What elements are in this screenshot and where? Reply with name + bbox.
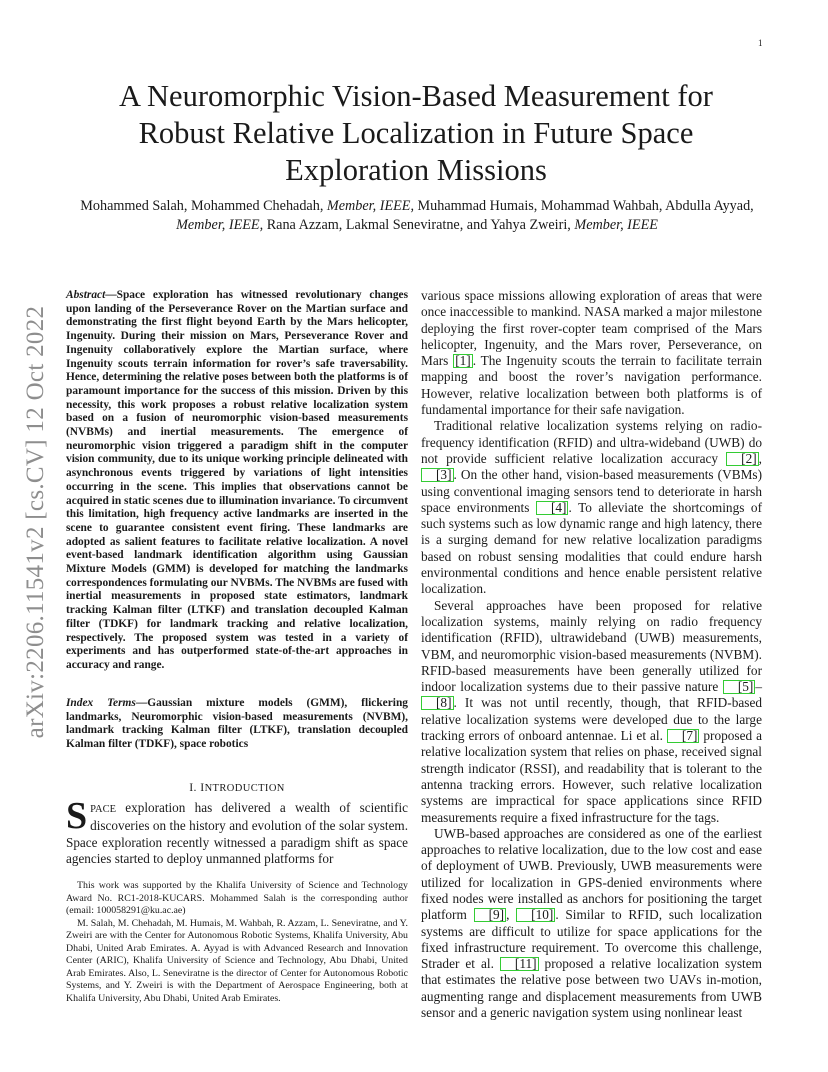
- author-role: Member, IEEE: [574, 217, 658, 233]
- title-line: A Neuromorphic Vision-Based Measurement for: [119, 79, 713, 113]
- paper-title: [60, 78, 772, 189]
- footnote-affiliations: M. Salah, M. Chehadah, M. Humais, M. Wahbah, R. Azzam, L. Seneviratne, and Y. Zweiri are with the Center for Autonomous Robotic Systems, Khalifa University, Abu Dhabi, United Arab Emirates. A. Ayyad is with Advanced Research and Innovation Center (ARIC), Khalifa University of Science and Technology, Abu Dhabi, United Arab Emirates. Also, L. Seneviratne is the director of Center for Autonomous Robotic Systems, and Y. Zweiri is with the Department of Aerospace Engineering, both at Khalifa University, Abu Dhabi, United Arab Emirates.: [66, 917, 408, 1004]
- intro-text: exploration has delivered a wealth of scientific discoveries on the history and evolution of the solar system. Space exploration recently witnessed a paradigm shift as space agencies started to deploy unmanned platforms for: [66, 800, 408, 866]
- paragraph-text: . Similar to RFID, such localization systems are difficult to utilize for space applications for the fixed infrastructure requirement. To overcome this challenge, Strader et al.: [421, 907, 762, 972]
- citation-link[interactable]: [3]: [421, 468, 454, 482]
- paragraph: [421, 598, 762, 826]
- paragraph-text: UWB-based approaches are considered as one of the earliest approaches to relative localization, due to the low cost and ease of deployment of UWB. Previously, UWB measurements were utilized for localization in GPS-denied environments where fixed nodes were installed as anchors for positioning the target platform: [421, 825, 762, 923]
- paragraph-text: proposed a relative localization system that estimates the relative pose between two UAVs in-motion, augmenting range and displacement measurements from UWB sensor and a generic navigation system using nonlinear least: [421, 956, 762, 1021]
- index-terms: [66, 697, 408, 752]
- author-text: Muhammad Humais, Mohammad Wahbah, Abdulla Ayyad,: [414, 198, 754, 214]
- intro-paragraph: [66, 795, 408, 867]
- section-title-rest: NTRODUCTION: [204, 783, 285, 794]
- section-heading: [66, 780, 408, 795]
- author-list: [72, 197, 762, 235]
- title-line: Robust Relative Localization in Future Space: [138, 116, 694, 150]
- citation-link[interactable]: [2]: [726, 452, 759, 466]
- author-role: Member, IEEE,: [326, 198, 414, 214]
- citation-link[interactable]: [8]: [421, 696, 454, 710]
- index-terms-text: —Gaussian mixture models (GMM), flickering landmarks, Neuromorphic vision-based measurements (NVBM), landmark tracking Kalman filter (LTKF), translation decoupled Kalman filter (TDKF), space robotics: [66, 697, 408, 751]
- paragraph-text: ,: [506, 907, 517, 923]
- abstract-text: —Space exploration has witnessed revolutionary changes upon landing of the Perseverance Rover on the Martian surface and demonstrating the first flight beyond Earth by the Mars helicopter, Ingenuity. During their mission on Mars, Perseverance Rover and Ingenuity collaboratively explore the Martian surface, where Ingenuity scouts terrain information for rover’s safe traversability. Hence, determining the relative poses between both the platforms is of paramount importance for the success of this mission. Driven by this necessity, this work proposes a robust relative localization system based on a fusion of neuromorphic vision-based measurements (NVBMs) and inertial measurements. The emergence of neuromorphic vision triggered a paradigm shift in the computer vision community, due to its unique working principle delineated with asynchronous events triggered by variations of light intensities occurring in the scene. This implies that observations cannot be acquired in static scenes due to illumination invariance. To circumvent this limitation, high frequency active landmarks are inserted in the scene to guarantee consistent event firing. These landmarks are adopted as salient features to facilitate relative localization. A novel event-based landmark identification algorithm using Gaussian Mixture Models (GMM) is developed for matching the landmarks correspondences formulating our NVBMs. The NVBMs are fused with inertial measurements in proposed state estimators, landmark tracking Kalman filter (LTKF) and translation decoupled Kalman filter (TDKF) for landmark tracking and relative localization, respectively. The proposed system was tested in a variety of experiments and has outperformed state-of-the-art approaches in accuracy and range.: [66, 289, 408, 671]
- citation-link[interactable]: [5]: [723, 680, 756, 694]
- title-line: Exploration Missions: [285, 153, 547, 187]
- paragraph-text: . The Ingenuity scouts the terrain to facilitate terrain mapping and boost the rover’s navigation performance. However, relative localization between both platforms is of fundamental importance for their safe navigation.: [421, 353, 762, 418]
- paragraph-text: Traditional relative localization systems relying on radio-frequency identification (RFID) and ultra-wideband (UWB) do not provide sufficient relative localization accuracy: [421, 418, 762, 466]
- paragraph: [421, 288, 762, 418]
- footnote-funding: This work was supported by the Khalifa University of Science and Technology Award No. RC1-2018-KUCARS. Mohammed Salah is the corresponding author (email: 100058291@ku.ac.ae): [66, 880, 408, 916]
- paragraph-text: proposed a relative localization system that relies on phase, received signal strength indicator (RSSI), and readability that is tolerant to the antenna tracking errors. However, such relative localization systems are impractical for space applications since RFID measurements require a fixed infrastructure for the tags.: [421, 728, 762, 825]
- citation-link[interactable]: [1]: [455, 353, 471, 369]
- page-number: 1: [758, 38, 763, 48]
- abstract: [66, 289, 408, 673]
- paragraph: [421, 826, 762, 1022]
- footnotes: [66, 880, 408, 1005]
- author-text: Mohammed Salah, Mohammed Chehadah,: [80, 198, 327, 214]
- paragraph-text: . To alleviate the shortcomings of such systems such as low dynamic range and high latency, there is a surging demand for new relative localization paradigms based on robust sensing modalities that could endure harsh environmental conditions and hence enable persistent relative localization.: [421, 499, 762, 597]
- citation-link[interactable]: [10]: [516, 908, 555, 922]
- paragraph-text: –: [755, 679, 762, 695]
- paragraph-text: various space missions allowing exploration of areas that were once inaccessible to mankind. NASA marked a major milestone deploying the first rover-copter team comprised of the Mars helicopter, Ingenuity, and the Mars rover, Perseverance, on Mars: [421, 288, 762, 369]
- paragraph-text: Several approaches have been proposed for relative localization systems, mainly relying on radio frequency identification (RFID), ultrawideband (UWB) measurements, VBM, and neuromorphic vision-based measurements (NVBM). RFID-based measurements have been generally utilized for indoor localization systems due to their passive nature: [421, 597, 762, 695]
- citation-link[interactable]: [9]: [474, 908, 507, 922]
- abstract-label: Abstract: [66, 289, 106, 301]
- arxiv-identifier: arXiv:2206.11541v2 [cs.CV] 12 Oct 2022: [22, 305, 49, 739]
- citation-link[interactable]: [4]: [536, 501, 569, 515]
- right-column-body: [421, 288, 762, 1021]
- paragraph-text: . On the other hand, vision-based measurements (VBMs) using conventional imaging sensors tend to deteriorate in harsh space environments: [421, 467, 762, 515]
- paragraph: [421, 418, 762, 597]
- index-terms-label: Index Terms: [66, 697, 136, 709]
- intro-smallcaps: PACE: [90, 804, 117, 815]
- author-text: Rana Azzam, Lakmal Seneviratne, and Yahya Zweiri,: [263, 217, 575, 233]
- section-initial: I: [200, 780, 205, 794]
- section-number: I.: [189, 780, 201, 794]
- drop-cap: S: [66, 795, 88, 837]
- citation-link[interactable]: [11]: [500, 957, 539, 971]
- paragraph-text: ,: [758, 450, 762, 466]
- author-role: Member, IEEE,: [176, 217, 264, 233]
- paragraph-text: . It was not until recently, though, that RFID-based relative localization systems were developed due to the large tracking errors of onboard antennae. Li et al.: [421, 695, 762, 744]
- citation-link[interactable]: [7]: [667, 729, 700, 743]
